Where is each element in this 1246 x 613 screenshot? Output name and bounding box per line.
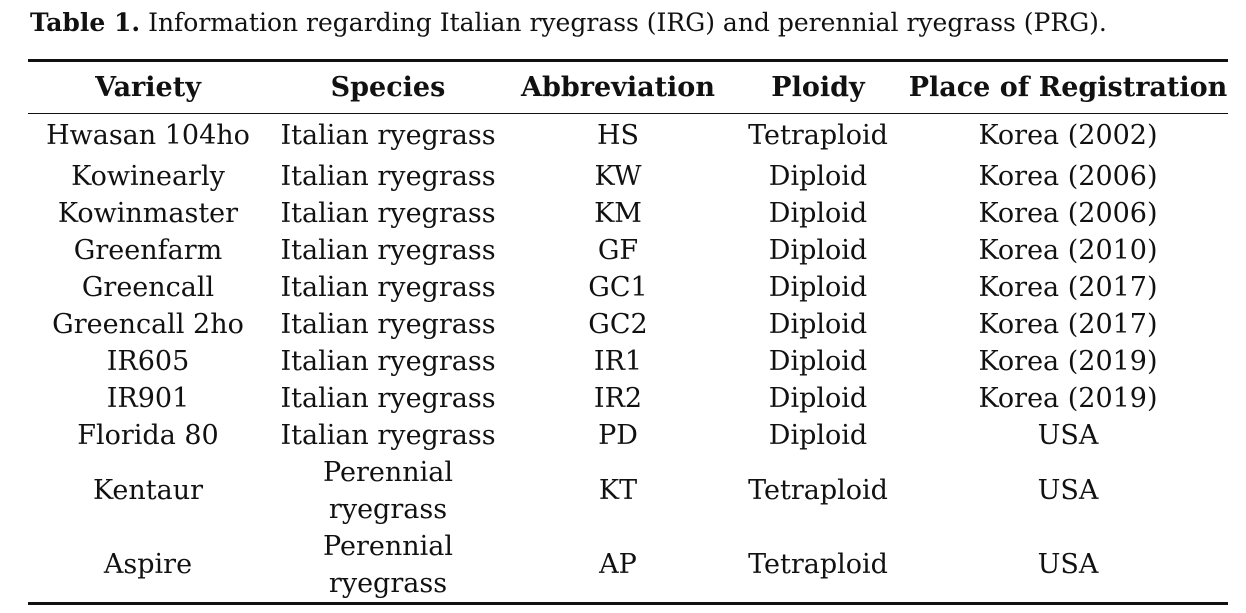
cell-place: Korea (2019) bbox=[978, 382, 1158, 414]
data-table bbox=[28, 59, 1228, 605]
cell-species: Italian ryegrass bbox=[280, 382, 496, 414]
table-caption bbox=[30, 6, 1107, 40]
cell-place: Korea (2017) bbox=[978, 271, 1158, 303]
cell-species-line1: Perennial bbox=[323, 530, 453, 562]
cell-abbreviation: PD bbox=[598, 419, 638, 451]
table-row bbox=[28, 269, 1228, 306]
cell-ploidy: Tetraploid bbox=[748, 475, 888, 506]
cell-ploidy: Diploid bbox=[768, 234, 868, 266]
cell-variety: Florida 80 bbox=[77, 419, 219, 451]
table-row bbox=[28, 343, 1228, 380]
header-ploidy: Ploidy bbox=[771, 72, 865, 103]
cell-species: Italian ryegrass bbox=[280, 120, 496, 152]
cell-species: Italian ryegrass bbox=[280, 345, 496, 377]
cell-place: Korea (2010) bbox=[978, 234, 1158, 266]
table-row bbox=[28, 195, 1228, 232]
header-place: Place of Registration bbox=[908, 72, 1228, 103]
cell-place: USA bbox=[1037, 419, 1099, 451]
cell-place: Korea (2006) bbox=[978, 160, 1158, 192]
cell-variety: Hwasan 104ho bbox=[46, 120, 250, 152]
table-row bbox=[28, 380, 1228, 417]
cell-place: Korea (2002) bbox=[978, 120, 1158, 152]
cell-abbreviation: GF bbox=[597, 234, 639, 266]
cell-species bbox=[268, 454, 508, 528]
cell-ploidy: Diploid bbox=[768, 345, 868, 377]
cell-species-line2: ryegrass bbox=[328, 567, 448, 599]
cell-ploidy: Diploid bbox=[768, 160, 868, 192]
header-variety: Variety bbox=[95, 72, 201, 103]
cell-species: Italian ryegrass bbox=[280, 234, 496, 266]
cell-variety: IR901 bbox=[106, 382, 190, 414]
cell-abbreviation: KT bbox=[598, 475, 638, 506]
cell-abbreviation: KM bbox=[594, 197, 642, 229]
cell-variety: Greencall 2ho bbox=[52, 308, 244, 340]
cell-variety: Greenfarm bbox=[73, 234, 223, 266]
cell-species: Italian ryegrass bbox=[280, 308, 496, 340]
cell-variety: Greencall bbox=[81, 271, 215, 303]
header-row bbox=[28, 61, 1228, 114]
cell-abbreviation: IR2 bbox=[593, 382, 643, 414]
header-species: Species bbox=[330, 72, 446, 103]
cell-place: USA bbox=[1037, 475, 1099, 506]
cell-ploidy: Tetraploid bbox=[748, 549, 888, 580]
cell-place: USA bbox=[1037, 549, 1099, 580]
cell-ploidy: Diploid bbox=[768, 271, 868, 303]
cell-ploidy: Tetraploid bbox=[748, 120, 888, 152]
cell-place: Korea (2017) bbox=[978, 308, 1158, 340]
table-body bbox=[28, 114, 1228, 604]
cell-ploidy: Diploid bbox=[768, 197, 868, 229]
cell-variety: IR605 bbox=[106, 345, 190, 377]
cell-ploidy: Diploid bbox=[768, 419, 868, 451]
cell-species: Italian ryegrass bbox=[280, 197, 496, 229]
cell-species-line2: ryegrass bbox=[328, 493, 448, 525]
cell-abbreviation: AP bbox=[599, 549, 637, 580]
table-row bbox=[28, 232, 1228, 269]
header-abbreviation: Abbreviation bbox=[521, 72, 715, 103]
cell-variety: Kowinmaster bbox=[57, 197, 239, 229]
cell-ploidy: Diploid bbox=[768, 308, 868, 340]
table-row bbox=[28, 417, 1228, 454]
table-row bbox=[28, 114, 1228, 158]
table-container bbox=[28, 59, 1228, 605]
cell-ploidy: Diploid bbox=[768, 382, 868, 414]
cell-abbreviation: IR1 bbox=[593, 345, 643, 377]
table-row bbox=[28, 306, 1228, 343]
cell-species: Italian ryegrass bbox=[280, 271, 496, 303]
cell-variety: Kentaur bbox=[92, 475, 204, 506]
cell-place: Korea (2019) bbox=[978, 345, 1158, 377]
cell-abbreviation: GC2 bbox=[588, 308, 648, 340]
cell-abbreviation: GC1 bbox=[588, 271, 648, 303]
cell-species: Italian ryegrass bbox=[280, 160, 496, 192]
table-row bbox=[28, 528, 1228, 604]
caption-text: Information regarding Italian ryegrass (IRG) and perennial ryegrass (PRG). bbox=[148, 8, 1107, 37]
cell-place: Korea (2006) bbox=[978, 197, 1158, 229]
cell-abbreviation: KW bbox=[594, 160, 642, 192]
table-header bbox=[28, 61, 1228, 114]
cell-species bbox=[268, 528, 508, 604]
cell-species-line1: Perennial bbox=[323, 456, 453, 488]
table-row bbox=[28, 158, 1228, 195]
caption-label: Table 1. bbox=[30, 8, 141, 37]
cell-variety: Kowinearly bbox=[71, 160, 225, 192]
cell-species: Italian ryegrass bbox=[280, 419, 496, 451]
table-row bbox=[28, 454, 1228, 528]
cell-variety: Aspire bbox=[103, 549, 193, 580]
cell-abbreviation: HS bbox=[596, 120, 640, 152]
